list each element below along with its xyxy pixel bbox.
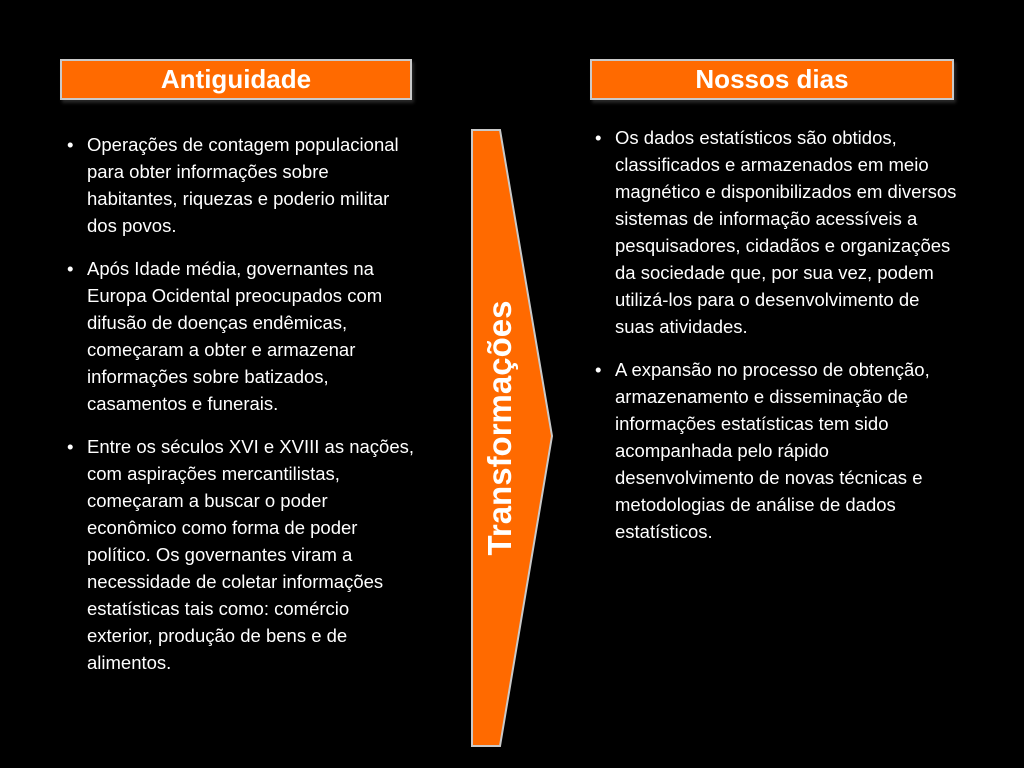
- bullet-icon: •: [595, 127, 602, 148]
- antiguidade-title: Antiguidade: [160, 64, 312, 94]
- list-item: [590, 356, 960, 545]
- list-item: [62, 433, 417, 676]
- nossos-dias-title: Nossos dias: [695, 64, 849, 94]
- bullet-icon: •: [595, 359, 602, 380]
- antiguidade-bullet-list: [62, 131, 417, 692]
- bullet-text: A expansão no processo de obtenção, armazenamento e disseminação de informações estatísticas tem sido acompanhada pelo rápido desenvolvimento de novas técnicas e metodologias de análise de dados estatísticos.: [615, 359, 930, 542]
- bullet-icon: •: [67, 436, 74, 457]
- antiguidade-header: [60, 59, 412, 100]
- list-item: [590, 124, 960, 340]
- list-item: [62, 131, 417, 239]
- bullet-icon: •: [67, 258, 74, 279]
- nossos-dias-bullet-list: [590, 124, 960, 561]
- bullet-text: Após Idade média, governantes na Europa Ocidental preocupados com difusão de doenças endêmicas, começaram a obter e armazenar informações sobre batizados, casamentos e funerais.: [87, 258, 383, 414]
- nossos-dias-header: [590, 59, 954, 100]
- bullet-text: Entre os séculos XVI e XVIII as nações, com aspirações mercantilistas, começaram a buscar o poder econômico como forma de poder político. Os governantes viram a necessidade de coletar informações estatísticas tais como: comércio exterior, produção de bens e de alimentos.: [87, 436, 415, 673]
- list-item: [62, 255, 417, 417]
- transformacoes-label: Transformações: [481, 300, 518, 556]
- bullet-text: Operações de contagem populacional para obter informações sobre habitantes, riquezas e poderio militar dos povos.: [87, 134, 399, 236]
- bullet-text: Os dados estatísticos são obtidos, classificados e armazenados em meio magnético e disponibilizados em diversos sistemas de informação acessíveis a pesquisadores, cidadãos e organizações da sociedade que, por sua vez, podem utilizá-los para o desenvolvimento de suas atividades.: [615, 127, 957, 337]
- bullet-icon: •: [67, 134, 74, 155]
